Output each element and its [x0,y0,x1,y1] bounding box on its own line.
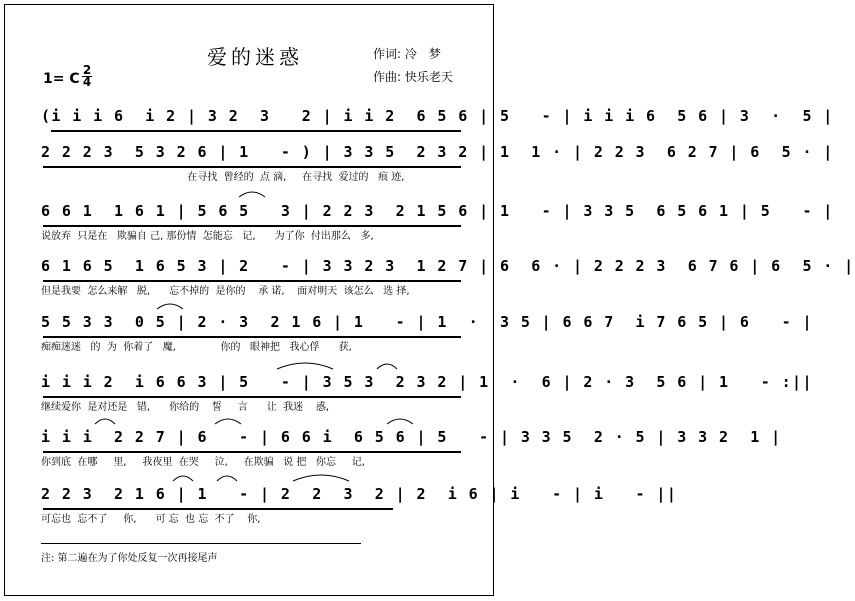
notation-row-2: 2 2 2 3 5 3 2 6 | 1 - ) | 3 3 5 2 3 2 | 1 1 · | 2 2 3 6 2 7 | 6 5 · | [41,143,834,161]
beam-line [43,225,461,227]
notation-row-7: i i i 2 2 7 | 6 - | 6 6 i 6 5 6 | 5 - | 3 3 5 2 · 5 | 3 3 2 1 | [41,428,782,446]
footnote-separator [41,543,361,544]
footnote: 注: 第二遍在为了你处反复一次再接尾声 [41,553,218,564]
slur-arc [375,359,399,371]
slur-arc [93,414,117,426]
key-signature: 1= C [43,71,80,87]
notation-row-3: 6 6 1 1 6 1 | 5 6 5 3 | 2 2 3 2 1 5 6 | 1 - | 3 3 5 6 5 6 1 | 5 - | [41,202,834,220]
slur-arc [213,414,243,426]
beam-line [43,280,461,282]
lyrics-row-4: 但是我要 怎么来解 脱, 忘不掉的 是你的 承 诺, 面对明天 该怎么 选 择, [41,286,410,297]
notation-row-1: (i i i 6 i 2 | 3 2 3 2 | i i 2 6 5 6 | 5 - | i i i 6 5 6 | 3 · 5 | [41,107,834,125]
notation-row-8: 2 2 3 2 1 6 | 1 - | 2 2 3 2 | 2 i 6 | i - | i - || [41,485,678,503]
slur-arc [275,359,335,371]
time-signature [82,65,92,88]
notation-row-6: i i i 2 i 6 6 3 | 5 - | 3 5 3 2 3 2 | 1 · 6 | 2 · 3 5 6 | 1 - :|| [41,373,813,391]
beam-line [43,166,461,168]
time-signature-bottom: 4 [82,75,92,89]
song-title: 爱的迷惑 [207,45,303,69]
beam-line [43,336,461,338]
lyrics-row-5: 痴痴迷迷 的 为 你着了 魔, 你的 眼神把 我心俘 获, [41,342,352,353]
slur-arc [237,187,267,199]
composer-credit: 作曲: 快乐老天 [373,70,453,84]
lyrics-row-7: 你到底 在哪 里, 我夜里 在哭 泣, 在欺骗 说 把 你忘 记, [41,457,365,468]
beam-line [43,451,461,453]
slur-arc [291,471,351,483]
slur-arc [385,414,415,426]
score-page [4,4,855,596]
lyrics-row-2: 在寻找 曾经的 点 滴, 在寻找 爱过的 痕 迹, [41,172,405,183]
slur-arc [155,299,185,311]
beam-line [43,508,393,510]
slur-arc [215,471,239,483]
slur-arc [171,471,195,483]
notation-row-5: 5 5 3 3 0 5 | 2 · 3 2 1 6 | 1 - | 1 · 3 5 | 6 6 7 i 7 6 5 | 6 - | [41,313,813,331]
beam-line [51,130,461,132]
time-signature-top: 2 [82,63,92,77]
notation-row-4: 6 1 6 5 1 6 5 3 | 2 - | 3 3 2 3 1 2 7 | 6 6 · | 2 2 2 3 6 7 6 | 6 5 · | [41,257,855,275]
lyrics-row-8: 可忘也 忘不了 你, 可 忘 也 忘 不了 你, [41,514,261,525]
lyrics-row-6: 继续爱你 是对还是 错, 你给的 誓 言 让 我迷 惑, [41,402,330,413]
lyricist-credit: 作词: 冷 梦 [373,47,441,61]
lyrics-row-3: 说放弃 只是在 欺骗自 己, 那份情 怎能忘 记, 为了你 付出那么 多, [41,231,374,242]
beam-line [43,396,461,398]
